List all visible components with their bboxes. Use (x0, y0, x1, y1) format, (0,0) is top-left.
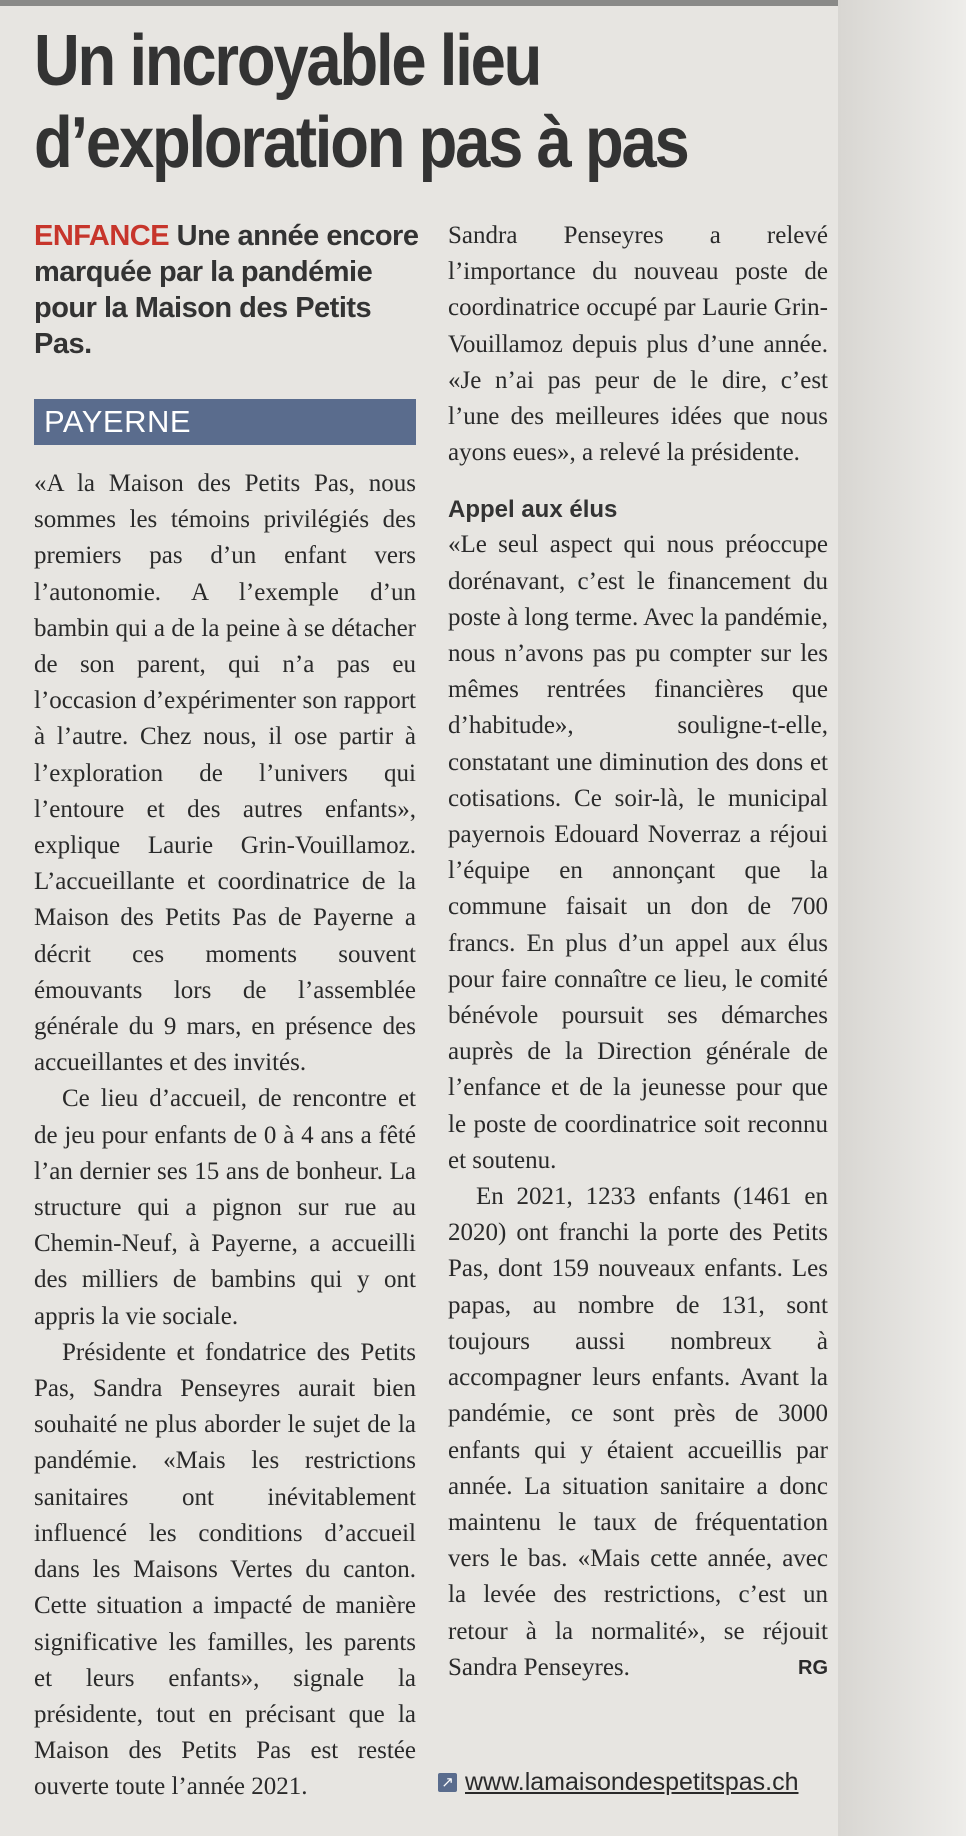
external-link-icon: ↗ (438, 1773, 457, 1792)
headline-line-2: d’exploration pas à pas (34, 103, 688, 183)
location-label: PAYERNE (44, 404, 192, 439)
website-url[interactable]: www.lamaisondespetitspas.ch (465, 1768, 799, 1796)
headline (34, 20, 738, 184)
column-right (448, 218, 828, 1686)
website-link[interactable] (438, 1768, 799, 1797)
author-signature: RG (798, 1656, 828, 1679)
location-bar (34, 399, 416, 445)
body-paragraph (448, 1179, 828, 1686)
body-paragraph: Ce lieu d’accueil, de rencontre et de jeu pour enfants de 0 à 4 ans a fêté l’an dernier ses 15 ans de bonheur. La structure qui a pignon sur rue au Chemin-Neuf, à Payerne, a accueilli des milliers de bambins qui y ont appris la vie sociale. (34, 1085, 416, 1330)
body-paragraph: Présidente et fondatrice des Petits Pas, Sandra Penseyres aurait bien souhaité ne plus aborder le sujet de la pandémie. «Mais les restrictions sanitaires ont inévitablement influencé les conditions d’accueil dans les Maisons Vertes du canton. Cette situation a impacté de manière significative les familles, les parents et leurs enfants», signale la présidente, tout en précisant que la Maison des Petits Pas est restée ouverte toute l’année 2021. (34, 1338, 416, 1801)
kicker-label: ENFANCE (34, 220, 170, 252)
lead-text: Une année encore marquée par la pandémie pour la Maison des Petits Pas. (34, 220, 419, 360)
page-edge-shadow (838, 0, 966, 1836)
body-paragraph: «Le seul aspect qui nous préoccupe dorénavant, c’est le financement du poste à long terme. Avec la pandémie, nous n’avons pas pu compter sur les mêmes rentrées financières que d’habitude», souligne-t-elle, constatant une diminution des dons et cotisations. Ce soir-là, le municipal payernois Edouard Noverraz a réjoui l’équipe en annonçant que la commune faisait un don de 700 francs. En plus d’un appel aux élus pour faire connaître ce lieu, le comité bénévole poursuit ses démarches auprès de la Direction générale de l’enfance et de la jeunesse pour que le poste de coordinatrice soit reconnu et soutenu. (448, 531, 828, 1174)
top-rule (0, 0, 838, 6)
headline-line-1: Un incroyable lieu (34, 21, 541, 101)
body-paragraph-text: En 2021, 1233 enfants (1461 en 2020) ont franchi la porte des Petits Pas, dont 159 nouveaux enfants. Les papas, au nombre de 131, sont toujours aussi nombreux à accompagner leurs enfants. Avant la pandémie, ce sont près de 3000 enfants qui y étaient accueillis par année. La situation sanitaire a donc maintenu le taux de fréquentation vers le bas. «Mais cette année, avec la levée des restrictions, c’est un retour à la normalité», se réjouit Sandra Penseyres. (448, 1183, 828, 1681)
body-paragraph: «A la Maison des Petits Pas, nous sommes les témoins privilégiés des premiers pas d’un enfant vers l’autonomie. A l’exemple d’un bambin qui a de la peine à se détacher de son parent, qui n’a pas eu l’occasion d’expérimenter son rapport à l’autre. Chez nous, il ose partir à l’exploration de l’univers qui l’entoure et des autres enfants», explique Laurie Grin-Vouillamoz. L’accueillante et coordinatrice de la Maison des Petits Pas de Payerne a décrit ces moments souvent émouvants lors de l’assemblée générale du 9 mars, en présence des accueillantes et des invités. (34, 470, 416, 1077)
subheading: Appel aux élus (448, 496, 618, 524)
body-paragraph: Sandra Penseyres a relevé l’importance du nouveau poste de coordinatrice occupé par Laurie Grin-Vouillamoz depuis plus d’une année. «Je n’ai pas peur de le dire, c’est l’une des meilleures idées que nous ayons eues», a relevé la présidente. (448, 222, 828, 467)
column-left (34, 466, 416, 1806)
lead-paragraph (34, 218, 424, 362)
